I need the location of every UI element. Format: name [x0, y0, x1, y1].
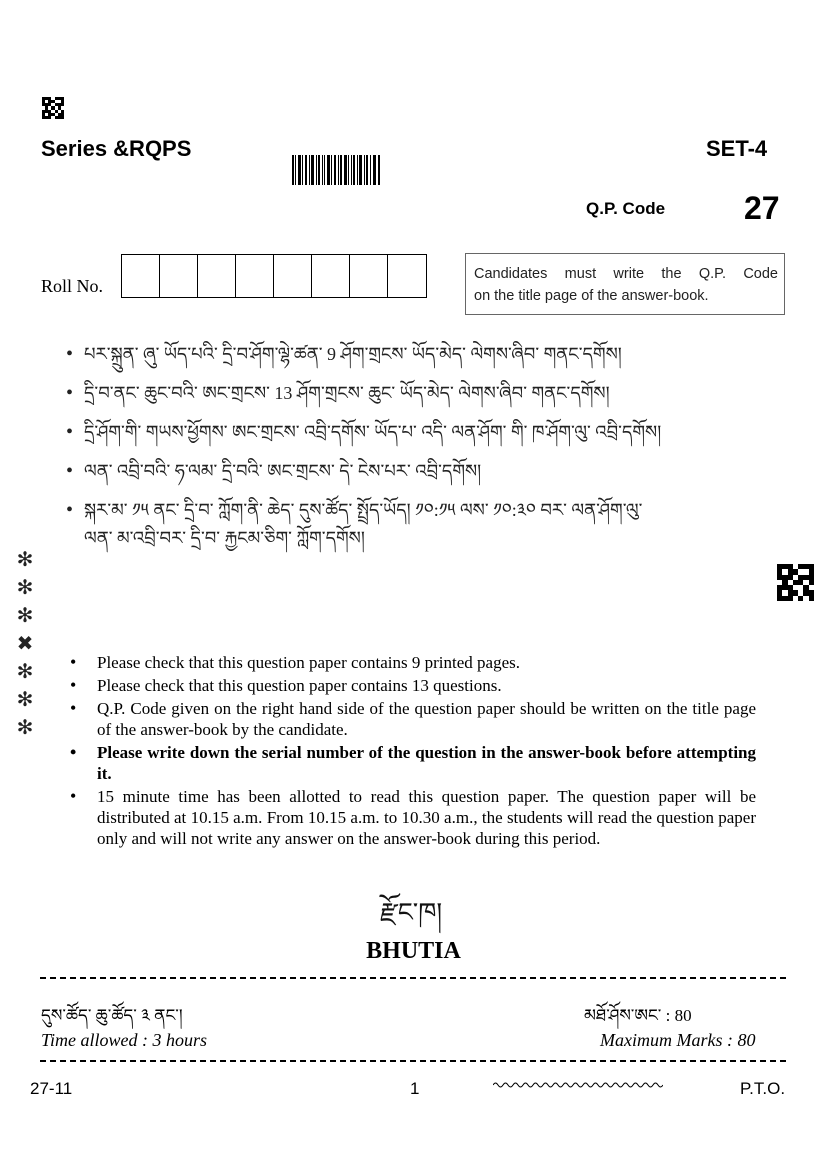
roll-digit-box[interactable] — [350, 255, 388, 297]
side-security-marks — [14, 546, 36, 742]
list-item: • Q.P. Code given on the right hand side of the question paper should be written on the title page of the answer-book by the candidate. — [70, 698, 756, 740]
candidate-notice-line-2: on the title page of the answer-book. — [474, 288, 709, 304]
series-label: Series &RQPS — [41, 136, 192, 161]
set-label: SET-4 — [706, 136, 768, 161]
divider-bottom — [40, 1060, 786, 1062]
divider-top — [40, 977, 786, 979]
asterisk-mark-icon: ✻ — [16, 661, 34, 683]
list-item: • དྲི་བ་ནང་ ཆུང་བའི་ ཨང་གྲངས་ 13 ཤོག་གྲངས་ ཆུང་ ཡོད་མེད་ ལེགས་ཞིབ་ གནང་དགོས། — [70, 379, 670, 407]
footer-pto: P.T.O. — [740, 1079, 786, 1098]
qr-code-side-icon — [777, 564, 814, 601]
list-item: • སྐར་མ་ ༡༥ ནང་ དྲི་བ་ ཀློག་ནི་ ཆེད་ དུས་ཚོད་ སྤྲོད་ཡོད། ༡༠:༡༥ ལས་ ༡༠:༣༠ བར་ ལན་ཤོག་ལུ་ ལན་ མ་འབྲི་བར་ དྲི་བ་ རྐྱངམ་ཅིག་ ཀློག་དགོས། — [70, 496, 670, 552]
roll-digit-box[interactable] — [312, 255, 350, 297]
qp-code-value: 27 — [744, 190, 780, 226]
list-item: • ལན་ འབྲི་བའི་ ཧ་ལམ་ དྲི་བའི་ ཨང་གྲངས་ དེ་ ངེས་པར་ འབྲི་དགོས། — [70, 457, 670, 485]
cross-mark-icon: ✖ — [16, 633, 34, 655]
time-allowed-tibetan: དུས་ཚོད་ ཆུ་ཚོད་ ༣ ནང་། — [41, 1006, 183, 1025]
list-item: • Please write down the serial number of the question in the answer-book before attempting it. — [70, 742, 756, 784]
list-item: • དྲི་ཤོག་གི་ གཡས་ཕྱོགས་ ཨང་གྲངས་ འབྲི་དགོས་ ཡོད་པ་ འདི་ ལན་ཤོག་ གི་ ཁ་ཤོག་ལུ་ འབྲི་དགོས། — [70, 418, 670, 446]
max-marks: Maximum Marks : 80 — [600, 1030, 756, 1050]
subject-title-tibetan: རྫོང་ཁ། — [380, 898, 443, 927]
asterisk-mark-icon: ✻ — [16, 605, 34, 627]
roll-digit-box[interactable] — [388, 255, 426, 297]
asterisk-mark-icon: ✻ — [16, 549, 34, 571]
list-item: • Please check that this question paper contains 9 printed pages. — [70, 652, 756, 673]
list-item: • Please check that this question paper contains 13 questions. — [70, 675, 756, 696]
footer-page-number: 1 — [410, 1079, 420, 1098]
roll-number-label: Roll No. — [41, 276, 104, 296]
roll-digit-box[interactable] — [160, 255, 198, 297]
tibetan-instructions-list — [70, 340, 670, 563]
qp-code-label: Q.P. Code — [586, 199, 666, 218]
time-allowed: Time allowed : 3 hours — [41, 1030, 208, 1050]
asterisk-mark-icon: ✻ — [16, 689, 34, 711]
roll-digit-box[interactable] — [274, 255, 312, 297]
asterisk-mark-icon: ✻ — [16, 577, 34, 599]
footer-paper-code: 27-11 — [30, 1079, 73, 1098]
barcode-icon — [292, 155, 380, 185]
roll-digit-box[interactable] — [198, 255, 236, 297]
wavy-line-icon — [493, 1078, 663, 1092]
candidate-notice-box — [465, 253, 785, 315]
candidate-notice-line-1: Candidates must write the Q.P. Code — [474, 266, 778, 282]
english-instructions-list — [70, 652, 756, 851]
roll-digit-box[interactable] — [122, 255, 160, 297]
subject-title: BHUTIA — [366, 938, 461, 964]
roll-number-boxes[interactable] — [121, 254, 427, 298]
max-marks-tibetan: མཐོ་ཤོས་ཨང་ : 80 — [584, 1006, 692, 1025]
asterisk-mark-icon: ✻ — [16, 717, 34, 739]
roll-digit-box[interactable] — [236, 255, 274, 297]
list-item: • པར་སྐྲུན་ ཞུ་ ཡོད་པའི་ དྲི་བ་ཤོག་ལྷེ་ཚན་ 9 ཤོག་གྲངས་ ཡོད་མེད་ ལེགས་ཞིབ་ གནང་དགོས། — [70, 340, 670, 368]
list-item: • 15 minute time has been allotted to read this question paper. The question paper will be distributed at 10.15 a.m. From 10.15 a.m. to 10.30 a.m., the students will read the question paper only and will not write any answer on the answer-book during this period. — [70, 786, 756, 849]
qr-code-top-icon — [42, 97, 64, 119]
